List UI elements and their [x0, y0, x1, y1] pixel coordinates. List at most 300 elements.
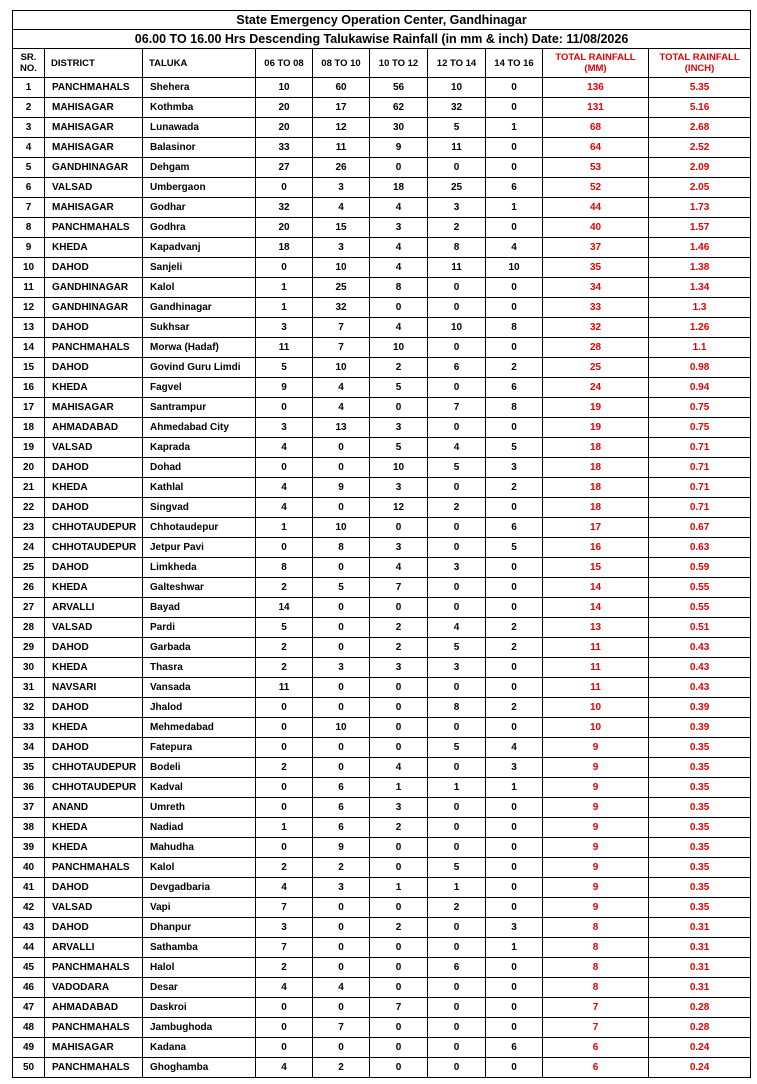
- cell-taluka: Bodeli: [143, 758, 256, 778]
- cell-total-inch: 0.31: [649, 958, 751, 978]
- cell-rain-10-12: 2: [370, 618, 428, 638]
- cell-rain-06-08: 9: [256, 378, 313, 398]
- cell-rain-08-10: 0: [313, 638, 370, 658]
- cell-rain-14-16: 0: [486, 598, 543, 618]
- cell-rain-08-10: 10: [313, 258, 370, 278]
- cell-district: PANCHMAHALS: [45, 1058, 143, 1078]
- cell-total-mm: 14: [543, 578, 649, 598]
- cell-total-mm: 9: [543, 798, 649, 818]
- cell-total-mm: 32: [543, 318, 649, 338]
- cell-rain-08-10: 6: [313, 798, 370, 818]
- cell-taluka: Shehera: [143, 78, 256, 98]
- cell-rain-14-16: 0: [486, 958, 543, 978]
- table-row: [13, 1018, 751, 1038]
- cell-total-inch: 0.24: [649, 1038, 751, 1058]
- cell-rain-12-14: 0: [428, 838, 486, 858]
- table-row: [13, 838, 751, 858]
- cell-rain-14-16: 8: [486, 318, 543, 338]
- cell-sr-no: 22: [13, 498, 45, 518]
- table-row: [13, 158, 751, 178]
- cell-rain-12-14: 0: [428, 278, 486, 298]
- cell-rain-06-08: 2: [256, 638, 313, 658]
- cell-district: PANCHMAHALS: [45, 78, 143, 98]
- cell-total-inch: 0.28: [649, 1018, 751, 1038]
- cell-rain-06-08: 0: [256, 798, 313, 818]
- table-row: [13, 998, 751, 1018]
- cell-total-mm: 6: [543, 1038, 649, 1058]
- cell-rain-10-12: 0: [370, 1018, 428, 1038]
- cell-district: AHMADABAD: [45, 998, 143, 1018]
- cell-rain-06-08: 7: [256, 898, 313, 918]
- cell-rain-06-08: 4: [256, 498, 313, 518]
- cell-rain-10-12: 62: [370, 98, 428, 118]
- cell-rain-10-12: 4: [370, 258, 428, 278]
- table-row: [13, 958, 751, 978]
- cell-sr-no: 20: [13, 458, 45, 478]
- cell-rain-06-08: 5: [256, 618, 313, 638]
- cell-rain-06-08: 4: [256, 1058, 313, 1078]
- cell-rain-12-14: 0: [428, 578, 486, 598]
- cell-total-inch: 0.35: [649, 898, 751, 918]
- cell-rain-10-12: 3: [370, 658, 428, 678]
- cell-rain-08-10: 8: [313, 538, 370, 558]
- cell-rain-08-10: 0: [313, 898, 370, 918]
- cell-district: KHEDA: [45, 838, 143, 858]
- cell-rain-14-16: 4: [486, 238, 543, 258]
- cell-rain-12-14: 6: [428, 358, 486, 378]
- cell-rain-10-12: 1: [370, 878, 428, 898]
- cell-total-mm: 35: [543, 258, 649, 278]
- cell-rain-12-14: 3: [428, 558, 486, 578]
- cell-rain-14-16: 0: [486, 98, 543, 118]
- cell-district: GANDHINAGAR: [45, 158, 143, 178]
- cell-sr-no: 27: [13, 598, 45, 618]
- cell-rain-12-14: 3: [428, 658, 486, 678]
- cell-rain-10-12: 0: [370, 898, 428, 918]
- cell-rain-14-16: 0: [486, 798, 543, 818]
- cell-taluka: Morwa (Hadaf): [143, 338, 256, 358]
- cell-rain-06-08: 0: [256, 738, 313, 758]
- cell-total-inch: 2.05: [649, 178, 751, 198]
- cell-district: MAHISAGAR: [45, 118, 143, 138]
- cell-rain-14-16: 0: [486, 858, 543, 878]
- table-row: [13, 918, 751, 938]
- cell-sr-no: 11: [13, 278, 45, 298]
- cell-taluka: Thasra: [143, 658, 256, 678]
- table-row: [13, 558, 751, 578]
- cell-rain-10-12: 3: [370, 418, 428, 438]
- cell-taluka: Lunawada: [143, 118, 256, 138]
- cell-rain-08-10: 10: [313, 518, 370, 538]
- cell-total-mm: 40: [543, 218, 649, 238]
- cell-rain-10-12: 10: [370, 458, 428, 478]
- cell-taluka: Kadana: [143, 1038, 256, 1058]
- table-row: [13, 718, 751, 738]
- cell-rain-10-12: 8: [370, 278, 428, 298]
- cell-rain-08-10: 3: [313, 658, 370, 678]
- table-row: [13, 378, 751, 398]
- cell-rain-12-14: 2: [428, 218, 486, 238]
- cell-district: VALSAD: [45, 438, 143, 458]
- cell-rain-12-14: 8: [428, 238, 486, 258]
- cell-taluka: Chhotaudepur: [143, 518, 256, 538]
- cell-rain-06-08: 7: [256, 938, 313, 958]
- cell-rain-12-14: 10: [428, 318, 486, 338]
- cell-rain-08-10: 2: [313, 1058, 370, 1078]
- cell-rain-08-10: 0: [313, 998, 370, 1018]
- cell-taluka: Gandhinagar: [143, 298, 256, 318]
- cell-rain-10-12: 5: [370, 378, 428, 398]
- cell-district: VALSAD: [45, 898, 143, 918]
- cell-rain-06-08: 1: [256, 278, 313, 298]
- cell-rain-06-08: 20: [256, 118, 313, 138]
- cell-rain-12-14: 4: [428, 438, 486, 458]
- cell-total-mm: 52: [543, 178, 649, 198]
- cell-taluka: Sukhsar: [143, 318, 256, 338]
- cell-taluka: Kathlal: [143, 478, 256, 498]
- table-row: [13, 598, 751, 618]
- table-row: [13, 438, 751, 458]
- cell-total-inch: 0.71: [649, 478, 751, 498]
- col-header-total-inch: TOTAL RAINFALL (INCH): [649, 49, 751, 78]
- cell-total-inch: 2.09: [649, 158, 751, 178]
- cell-sr-no: 16: [13, 378, 45, 398]
- cell-rain-06-08: 3: [256, 418, 313, 438]
- cell-total-mm: 10: [543, 698, 649, 718]
- cell-total-inch: 0.31: [649, 918, 751, 938]
- cell-rain-14-16: 6: [486, 378, 543, 398]
- table-row: [13, 618, 751, 638]
- cell-rain-08-10: 15: [313, 218, 370, 238]
- table-row: [13, 198, 751, 218]
- cell-rain-08-10: 4: [313, 198, 370, 218]
- cell-rain-10-12: 10: [370, 338, 428, 358]
- cell-rain-08-10: 2: [313, 858, 370, 878]
- cell-rain-10-12: 0: [370, 678, 428, 698]
- cell-district: KHEDA: [45, 238, 143, 258]
- cell-rain-12-14: 0: [428, 1058, 486, 1078]
- cell-rain-12-14: 0: [428, 978, 486, 998]
- cell-district: DAHOD: [45, 498, 143, 518]
- cell-rain-14-16: 6: [486, 518, 543, 538]
- cell-rain-06-08: 4: [256, 478, 313, 498]
- cell-taluka: Dhanpur: [143, 918, 256, 938]
- report-title: State Emergency Operation Center, Gandhinagar: [13, 11, 751, 30]
- table-row: [13, 638, 751, 658]
- cell-total-inch: 0.35: [649, 758, 751, 778]
- cell-rain-08-10: 17: [313, 98, 370, 118]
- cell-rain-12-14: 0: [428, 678, 486, 698]
- table-row: [13, 418, 751, 438]
- cell-rain-14-16: 5: [486, 438, 543, 458]
- cell-total-inch: 0.39: [649, 718, 751, 738]
- cell-taluka: Kapadvanj: [143, 238, 256, 258]
- cell-total-inch: 0.35: [649, 858, 751, 878]
- table-row: [13, 278, 751, 298]
- cell-sr-no: 40: [13, 858, 45, 878]
- cell-rain-14-16: 1: [486, 118, 543, 138]
- cell-total-inch: 1.34: [649, 278, 751, 298]
- cell-rain-06-08: 11: [256, 338, 313, 358]
- cell-rain-08-10: 0: [313, 958, 370, 978]
- cell-rain-08-10: 0: [313, 938, 370, 958]
- table-row: [13, 458, 751, 478]
- cell-rain-08-10: 0: [313, 498, 370, 518]
- cell-total-mm: 64: [543, 138, 649, 158]
- cell-total-inch: 5.35: [649, 78, 751, 98]
- cell-sr-no: 2: [13, 98, 45, 118]
- cell-rain-08-10: 10: [313, 358, 370, 378]
- cell-district: NAVSARI: [45, 678, 143, 698]
- cell-taluka: Daskroi: [143, 998, 256, 1018]
- cell-rain-06-08: 0: [256, 718, 313, 738]
- cell-sr-no: 25: [13, 558, 45, 578]
- cell-sr-no: 19: [13, 438, 45, 458]
- cell-rain-12-14: 5: [428, 458, 486, 478]
- cell-district: VALSAD: [45, 178, 143, 198]
- cell-rain-06-08: 2: [256, 578, 313, 598]
- table-row: [13, 338, 751, 358]
- cell-rain-14-16: 0: [486, 218, 543, 238]
- cell-rain-14-16: 0: [486, 578, 543, 598]
- cell-total-inch: 0.51: [649, 618, 751, 638]
- cell-total-inch: 1.57: [649, 218, 751, 238]
- cell-rain-12-14: 0: [428, 918, 486, 938]
- cell-rain-08-10: 6: [313, 778, 370, 798]
- table-row: [13, 298, 751, 318]
- cell-rain-10-12: 56: [370, 78, 428, 98]
- cell-sr-no: 30: [13, 658, 45, 678]
- cell-total-inch: 1.73: [649, 198, 751, 218]
- cell-rain-10-12: 2: [370, 638, 428, 658]
- col-header-14-16: 14 TO 16: [486, 49, 543, 78]
- cell-rain-06-08: 4: [256, 438, 313, 458]
- cell-rain-08-10: 0: [313, 618, 370, 638]
- cell-rain-14-16: 0: [486, 158, 543, 178]
- cell-total-mm: 33: [543, 298, 649, 318]
- cell-district: GANDHINAGAR: [45, 298, 143, 318]
- cell-rain-08-10: 10: [313, 718, 370, 738]
- cell-district: DAHOD: [45, 738, 143, 758]
- cell-sr-no: 14: [13, 338, 45, 358]
- cell-rain-14-16: 0: [486, 278, 543, 298]
- cell-rain-10-12: 18: [370, 178, 428, 198]
- cell-total-mm: 14: [543, 598, 649, 618]
- cell-rain-12-14: 2: [428, 898, 486, 918]
- cell-rain-14-16: 0: [486, 818, 543, 838]
- cell-rain-12-14: 8: [428, 698, 486, 718]
- table-row: [13, 858, 751, 878]
- cell-rain-08-10: 32: [313, 298, 370, 318]
- table-row: [13, 818, 751, 838]
- cell-total-mm: 18: [543, 458, 649, 478]
- cell-rain-06-08: 3: [256, 318, 313, 338]
- table-row: [13, 698, 751, 718]
- cell-taluka: Mahudha: [143, 838, 256, 858]
- cell-rain-08-10: 4: [313, 978, 370, 998]
- cell-rain-12-14: 0: [428, 718, 486, 738]
- cell-rain-14-16: 3: [486, 458, 543, 478]
- cell-total-inch: 0.71: [649, 458, 751, 478]
- cell-sr-no: 47: [13, 998, 45, 1018]
- cell-total-mm: 11: [543, 678, 649, 698]
- table-row: [13, 518, 751, 538]
- col-header-district: DISTRICT: [45, 49, 143, 78]
- cell-taluka: Nadiad: [143, 818, 256, 838]
- cell-rain-08-10: 0: [313, 678, 370, 698]
- cell-district: DAHOD: [45, 558, 143, 578]
- cell-total-mm: 9: [543, 838, 649, 858]
- table-row: [13, 498, 751, 518]
- cell-sr-no: 49: [13, 1038, 45, 1058]
- col-header-06-08: 06 TO 08: [256, 49, 313, 78]
- cell-rain-12-14: 0: [428, 518, 486, 538]
- cell-rain-06-08: 0: [256, 458, 313, 478]
- cell-district: CHHOTAUDEPUR: [45, 518, 143, 538]
- cell-rain-14-16: 8: [486, 398, 543, 418]
- cell-rain-14-16: 6: [486, 178, 543, 198]
- cell-rain-12-14: 7: [428, 398, 486, 418]
- cell-rain-14-16: 0: [486, 658, 543, 678]
- cell-rain-10-12: 0: [370, 858, 428, 878]
- table-row: [13, 898, 751, 918]
- cell-rain-10-12: 0: [370, 398, 428, 418]
- table-row: [13, 218, 751, 238]
- table-row: [13, 678, 751, 698]
- cell-district: MAHISAGAR: [45, 138, 143, 158]
- col-header-12-14: 12 TO 14: [428, 49, 486, 78]
- cell-rain-10-12: 0: [370, 518, 428, 538]
- cell-rain-12-14: 4: [428, 618, 486, 638]
- cell-taluka: Sathamba: [143, 938, 256, 958]
- cell-taluka: Vapi: [143, 898, 256, 918]
- cell-rain-06-08: 1: [256, 818, 313, 838]
- cell-district: PANCHMAHALS: [45, 218, 143, 238]
- cell-rain-06-08: 20: [256, 218, 313, 238]
- cell-rain-12-14: 0: [428, 1038, 486, 1058]
- column-header-row: [13, 49, 751, 78]
- cell-taluka: Vansada: [143, 678, 256, 698]
- cell-rain-08-10: 6: [313, 818, 370, 838]
- cell-sr-no: 33: [13, 718, 45, 738]
- cell-rain-06-08: 2: [256, 858, 313, 878]
- cell-district: ARVALLI: [45, 938, 143, 958]
- cell-taluka: Fagvel: [143, 378, 256, 398]
- cell-total-mm: 6: [543, 1058, 649, 1078]
- cell-sr-no: 39: [13, 838, 45, 858]
- cell-rain-14-16: 0: [486, 878, 543, 898]
- cell-sr-no: 50: [13, 1058, 45, 1078]
- cell-sr-no: 34: [13, 738, 45, 758]
- cell-sr-no: 13: [13, 318, 45, 338]
- cell-rain-12-14: 11: [428, 258, 486, 278]
- cell-rain-08-10: 4: [313, 378, 370, 398]
- cell-taluka: Limkheda: [143, 558, 256, 578]
- cell-rain-10-12: 0: [370, 938, 428, 958]
- cell-rain-10-12: 0: [370, 718, 428, 738]
- cell-rain-12-14: 0: [428, 298, 486, 318]
- cell-total-inch: 0.71: [649, 438, 751, 458]
- cell-taluka: Godhra: [143, 218, 256, 238]
- cell-rain-14-16: 1: [486, 778, 543, 798]
- cell-rain-10-12: 0: [370, 298, 428, 318]
- cell-district: VALSAD: [45, 618, 143, 638]
- cell-total-mm: 25: [543, 358, 649, 378]
- cell-district: DAHOD: [45, 918, 143, 938]
- col-header-08-10: 08 TO 10: [313, 49, 370, 78]
- cell-rain-14-16: 1: [486, 198, 543, 218]
- cell-taluka: Jambughoda: [143, 1018, 256, 1038]
- cell-total-inch: 1.3: [649, 298, 751, 318]
- cell-rain-06-08: 8: [256, 558, 313, 578]
- cell-district: DAHOD: [45, 698, 143, 718]
- cell-total-inch: 2.68: [649, 118, 751, 138]
- cell-rain-12-14: 6: [428, 958, 486, 978]
- cell-total-mm: 44: [543, 198, 649, 218]
- cell-taluka: Galteshwar: [143, 578, 256, 598]
- col-header-sr: SR. NO.: [13, 49, 45, 78]
- cell-total-mm: 11: [543, 638, 649, 658]
- cell-rain-08-10: 0: [313, 738, 370, 758]
- cell-taluka: Garbada: [143, 638, 256, 658]
- cell-rain-10-12: 3: [370, 218, 428, 238]
- cell-rain-10-12: 0: [370, 1058, 428, 1078]
- cell-district: KHEDA: [45, 718, 143, 738]
- cell-rain-08-10: 7: [313, 318, 370, 338]
- cell-total-mm: 8: [543, 978, 649, 998]
- cell-rain-08-10: 4: [313, 398, 370, 418]
- cell-taluka: Singvad: [143, 498, 256, 518]
- cell-rain-10-12: 0: [370, 838, 428, 858]
- cell-total-inch: 0.35: [649, 738, 751, 758]
- cell-rain-10-12: 12: [370, 498, 428, 518]
- cell-district: AHMADABAD: [45, 418, 143, 438]
- rainfall-table: [12, 10, 751, 1078]
- cell-total-inch: 0.98: [649, 358, 751, 378]
- cell-taluka: Halol: [143, 958, 256, 978]
- cell-district: KHEDA: [45, 818, 143, 838]
- cell-sr-no: 10: [13, 258, 45, 278]
- cell-rain-10-12: 4: [370, 238, 428, 258]
- cell-total-mm: 53: [543, 158, 649, 178]
- cell-rain-12-14: 1: [428, 778, 486, 798]
- cell-rain-06-08: 0: [256, 1038, 313, 1058]
- rainfall-report-sheet: [12, 10, 750, 1078]
- cell-rain-14-16: 0: [486, 418, 543, 438]
- cell-sr-no: 28: [13, 618, 45, 638]
- cell-rain-10-12: 2: [370, 358, 428, 378]
- cell-rain-14-16: 0: [486, 978, 543, 998]
- cell-sr-no: 12: [13, 298, 45, 318]
- cell-rain-10-12: 2: [370, 818, 428, 838]
- cell-total-mm: 9: [543, 878, 649, 898]
- table-row: [13, 358, 751, 378]
- cell-total-mm: 13: [543, 618, 649, 638]
- cell-rain-14-16: 0: [486, 678, 543, 698]
- cell-rain-12-14: 5: [428, 638, 486, 658]
- cell-rain-12-14: 5: [428, 738, 486, 758]
- cell-total-mm: 11: [543, 658, 649, 678]
- cell-rain-08-10: 60: [313, 78, 370, 98]
- cell-rain-06-08: 18: [256, 238, 313, 258]
- cell-rain-14-16: 0: [486, 558, 543, 578]
- cell-rain-12-14: 0: [428, 758, 486, 778]
- cell-rain-10-12: 4: [370, 558, 428, 578]
- cell-rain-12-14: 0: [428, 598, 486, 618]
- cell-total-inch: 0.43: [649, 678, 751, 698]
- table-row: [13, 658, 751, 678]
- cell-total-inch: 0.43: [649, 638, 751, 658]
